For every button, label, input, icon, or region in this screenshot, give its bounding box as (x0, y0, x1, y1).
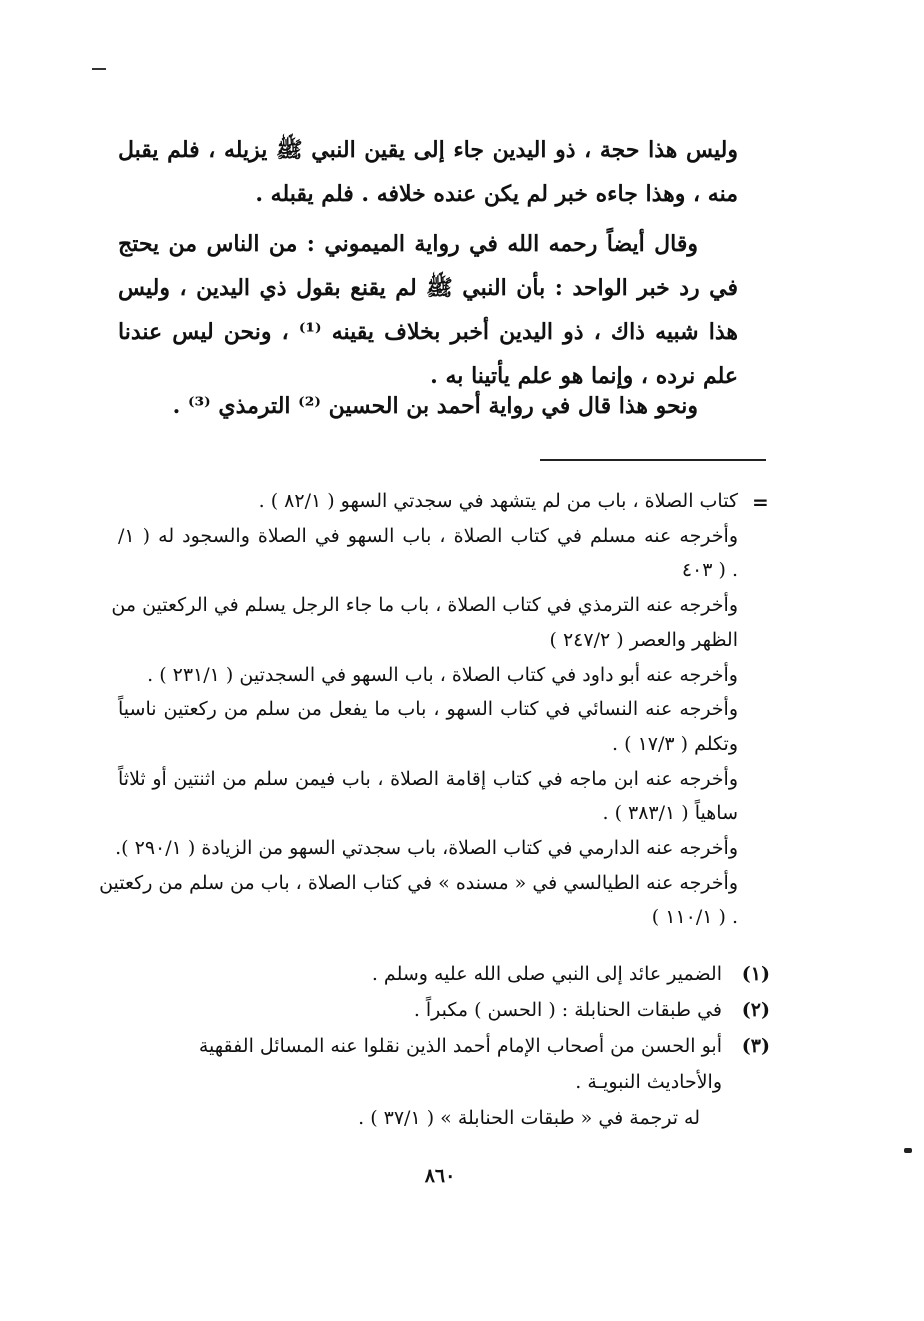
footnote-line: كتاب الصلاة ، باب من لم يتشهد في سجدتي السهو ( ٨٢/١ ) . (258, 490, 738, 512)
body-paragraph-3: ونحو هذا قال في رواية أحمد بن الحسين ⁽²⁾ الترمذي ⁽³⁾ . (172, 393, 698, 419)
footnote-line: . ( ١١٠/١ ) (651, 906, 738, 929)
footnote-separator (540, 459, 766, 461)
footnote-number: (٣) (741, 1035, 770, 1057)
footnote-line: . ( ٤٠٣ (681, 559, 738, 582)
footnote-line: وأخرجه عنه النسائي في كتاب السهو ، باب ما يفعل من سلم من ركعتين ناسياً (118, 698, 738, 721)
footnote-continuation (99, 484, 738, 935)
footnote-line: وأخرجه عنه أبو داود في كتاب الصلاة ، باب السهو في السجدتين ( ٢٣١/١ ) . (147, 663, 738, 686)
continuation-marker: = (752, 490, 769, 514)
footnote-line: وأخرجه عنه مسلم في كتاب الصلاة ، باب السهو في الصلاة والسجود له ( ١/ (118, 524, 738, 547)
footnote-text: الضمير عائد إلى النبي صلى الله عليه وسلم . (371, 963, 722, 985)
footnote-text: في طبقات الحنابلة : ( الحسن ) مكبراً . (413, 999, 722, 1021)
scan-mark (904, 1148, 912, 1153)
footnote-3 (118, 1028, 770, 1100)
footnote-line: وتكلم ( ١٧/٣ ) . (612, 732, 738, 755)
footnote-1 (118, 956, 770, 992)
footnote-line: وأخرجه عنه الدارمي في كتاب الصلاة، باب سجدتي السهو من الزيادة ( ٢٩٠/١ ). (115, 837, 738, 860)
footnote-number: (١) (741, 963, 770, 985)
footnote-3-extra: له ترجمة في « طبقات الحنابلة » ( ٣٧/١ ) . (358, 1107, 700, 1129)
footnote-line: وأخرجه عنه ابن ماجه في كتاب إقامة الصلاة ، باب فيمن سلم من اثنتين أو ثلاثاً (118, 767, 738, 790)
footnotes-list (118, 956, 770, 1136)
page-number: ٨٦٠ (424, 1165, 456, 1187)
scan-mark (92, 68, 106, 70)
footnote-line: الظهر والعصر ( ٢٤٧/٢ ) (549, 628, 738, 651)
footnote-line: وأخرجه عنه الطيالسي في « مسنده » في كتاب الصلاة ، باب من سلم من ركعتين (99, 871, 738, 894)
footnote-line: ساهياً ( ٣٨٣/١ ) . (602, 802, 738, 825)
body-paragraph-1: وليس هذا حجة ، ذو اليدين جاء إلى يقين النبي ﷺ يزيله ، فلم يقبل منه ، وهذا جاءه خبر لم يكن عنده خلافه . فلم يقبله . (118, 137, 738, 207)
body-paragraph-2: وقال أيضاً رحمه الله في رواية الميموني : من الناس من يحتج في رد خبر الواحد : بأن النبي ﷺ لم يقنع بقول ذي اليدين ، وليس هذا شبيه ذاك ، ذو اليدين أخبر بخلاف يقينه ⁽¹⁾ ، ونحن ليس عندنا علم نرده ، وإنما هو علم يأتينا به . (118, 231, 738, 389)
footnote-line: وأخرجه عنه الترمذي في كتاب الصلاة ، باب ما جاء الرجل يسلم في الركعتين من (111, 594, 738, 617)
footnote-2 (118, 992, 770, 1028)
footnote-text: أبو الحسن من أصحاب الإمام أحمد الذين نقلوا عنه المسائل الفقهية والأحاديث النبويـة . (198, 1035, 722, 1093)
footnote-number: (٢) (741, 999, 770, 1021)
